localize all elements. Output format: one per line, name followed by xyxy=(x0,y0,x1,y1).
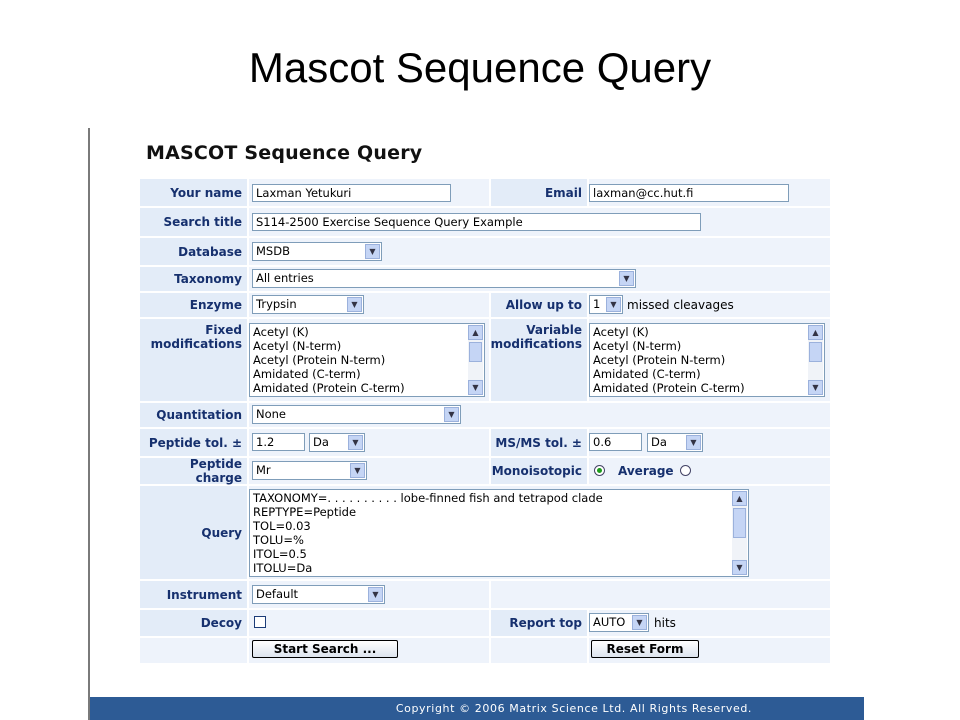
report-top-cell xyxy=(589,610,830,636)
variable-modifications-list[interactable] xyxy=(589,323,825,397)
database-select[interactable] xyxy=(252,242,382,261)
allow-up-to-label: Allow up to xyxy=(491,293,587,317)
peptide-tol-cell xyxy=(249,429,489,456)
query-line: TAXONOMY=. . . . . . . . . . lobe-finned fish and tetrapod clade xyxy=(253,491,603,505)
hits-text: hits xyxy=(654,616,676,630)
fixed-modifications-label xyxy=(140,319,247,401)
report-top-label: Report top xyxy=(491,610,587,636)
database-cell xyxy=(249,238,830,265)
your-name-input[interactable]: Laxman Yetukuri xyxy=(252,184,451,202)
scroll-thumb[interactable] xyxy=(809,342,822,362)
chevron-down-icon: ▼ xyxy=(365,244,380,259)
email-input[interactable]: laxman@cc.hut.fi xyxy=(589,184,789,202)
chevron-down-icon: ▼ xyxy=(606,297,621,312)
query-line: ITOLU=Da xyxy=(253,561,313,575)
fixed-modifications-cell xyxy=(249,319,489,401)
taxonomy-cell xyxy=(249,267,830,291)
chevron-down-icon: ▼ xyxy=(632,615,647,630)
chevron-up-icon[interactable]: ▲ xyxy=(808,325,823,340)
database-selected-value: MSDB xyxy=(256,244,290,258)
allow-up-to-cell xyxy=(589,293,830,317)
quantitation-cell xyxy=(249,403,830,427)
variable-mods-label-line1: Variable xyxy=(526,323,582,337)
variable-modifications-label xyxy=(491,319,587,401)
list-item[interactable]: Acetyl (Protein N-term) xyxy=(253,353,386,367)
chevron-down-icon: ▼ xyxy=(619,271,634,286)
button-row-spacer xyxy=(140,638,247,663)
list-item[interactable]: Amidated (Protein C-term) xyxy=(593,381,745,395)
instrument-select[interactable] xyxy=(252,585,385,604)
missed-cleavages-select[interactable] xyxy=(589,295,623,314)
query-line: REPTYPE=Peptide xyxy=(253,505,357,519)
query-line: TOLU=% xyxy=(253,533,304,547)
report-top-value: AUTO xyxy=(593,615,626,629)
quantitation-selected-value: None xyxy=(256,407,287,421)
peptide-tol-input[interactable]: 1.2 xyxy=(252,433,305,451)
fixed-mods-label-line2: modifications xyxy=(150,337,242,351)
variable-mods-scrollbar[interactable] xyxy=(808,325,823,395)
chevron-down-icon[interactable]: ▼ xyxy=(732,560,747,575)
decoy-cell xyxy=(249,610,489,636)
instrument-selected-value: Default xyxy=(256,587,299,601)
list-item[interactable]: Acetyl (N-term) xyxy=(593,339,682,353)
monoisotopic-label: Monoisotopic xyxy=(491,458,587,484)
sequence-query-form xyxy=(140,179,830,663)
chevron-down-icon: ▼ xyxy=(350,463,365,478)
reset-form-button[interactable]: Reset Form xyxy=(591,640,699,658)
your-name-label: Your name xyxy=(140,179,247,206)
enzyme-label: Enzyme xyxy=(140,293,247,317)
email-label: Email xyxy=(491,179,587,206)
enzyme-select[interactable] xyxy=(252,295,364,314)
taxonomy-selected-value: All entries xyxy=(256,271,314,285)
list-item[interactable]: Acetyl (N-term) xyxy=(253,339,342,353)
msms-tol-input[interactable]: 0.6 xyxy=(589,433,642,451)
msms-tol-unit-value: Da xyxy=(651,435,667,449)
slide-divider-line xyxy=(88,128,90,720)
chevron-up-icon[interactable]: ▲ xyxy=(732,491,747,506)
search-title-input[interactable]: S114-2500 Exercise Sequence Query Example xyxy=(252,213,701,231)
query-label: Query xyxy=(140,486,247,579)
report-top-select[interactable] xyxy=(589,613,649,632)
variable-modifications-cell xyxy=(589,319,830,401)
missed-cleavages-value: 1 xyxy=(593,297,601,311)
msms-tol-cell xyxy=(589,429,830,456)
peptide-charge-label: Peptide charge xyxy=(140,458,247,484)
chevron-down-icon[interactable]: ▼ xyxy=(808,380,823,395)
chevron-down-icon: ▼ xyxy=(368,587,383,602)
database-label: Database xyxy=(140,238,247,265)
chevron-down-icon[interactable]: ▼ xyxy=(468,380,483,395)
list-item[interactable]: Amidated (C-term) xyxy=(253,367,361,381)
form-heading: MASCOT Sequence Query xyxy=(146,142,423,164)
list-item[interactable]: Acetyl (K) xyxy=(593,325,649,339)
instrument-label: Instrument xyxy=(140,581,247,608)
peptide-charge-cell xyxy=(249,458,489,484)
average-label: Average xyxy=(618,464,674,478)
quantitation-label: Quantitation xyxy=(140,403,247,427)
copyright-text: Copyright © 2006 Matrix Science Ltd. All Rights Reserved. xyxy=(395,702,752,715)
start-search-button[interactable]: Start Search ... xyxy=(252,640,398,658)
chevron-up-icon[interactable]: ▲ xyxy=(468,325,483,340)
msms-tol-unit-select[interactable] xyxy=(647,433,703,452)
footer-bar xyxy=(90,697,864,720)
email-cell xyxy=(589,179,830,206)
decoy-label: Decoy xyxy=(140,610,247,636)
peptide-charge-select[interactable] xyxy=(252,461,367,480)
chevron-down-icon: ▼ xyxy=(444,407,459,422)
query-line: TOL=0.03 xyxy=(253,519,311,533)
search-title-cell xyxy=(249,208,830,236)
peptide-tol-label: Peptide tol. ± xyxy=(140,429,247,456)
enzyme-selected-value: Trypsin xyxy=(256,297,297,311)
mass-type-cell xyxy=(589,458,830,484)
query-cell xyxy=(249,486,830,579)
scroll-thumb[interactable] xyxy=(733,508,746,538)
taxonomy-select[interactable] xyxy=(252,269,636,288)
msms-tol-label: MS/MS tol. ± xyxy=(491,429,587,456)
fixed-modifications-list[interactable] xyxy=(249,323,485,397)
slide-title: Mascot Sequence Query xyxy=(248,44,712,91)
taxonomy-label: Taxonomy xyxy=(140,267,247,291)
empty-cell xyxy=(491,581,830,608)
reset-form-cell xyxy=(589,638,830,663)
missed-cleavages-text: missed cleavages xyxy=(627,298,734,312)
query-line: ITOL=0.5 xyxy=(253,547,307,561)
list-item[interactable]: Amidated (C-term) xyxy=(593,367,701,381)
list-item[interactable]: Acetyl (Protein N-term) xyxy=(593,353,726,367)
peptide-tol-unit-select[interactable] xyxy=(309,433,365,452)
query-textarea[interactable] xyxy=(249,489,749,577)
decoy-checkbox[interactable] xyxy=(254,616,266,628)
scroll-thumb[interactable] xyxy=(469,342,482,362)
peptide-charge-selected-value: Mr xyxy=(256,463,271,477)
fixed-mods-scrollbar[interactable] xyxy=(468,325,483,395)
list-item[interactable]: Acetyl (K) xyxy=(253,325,309,339)
monoisotopic-radio[interactable] xyxy=(594,465,605,476)
button-row-spacer xyxy=(491,638,587,663)
enzyme-cell xyxy=(249,293,489,317)
instrument-cell xyxy=(249,581,489,608)
variable-mods-label-line2: modifications xyxy=(490,337,582,351)
your-name-cell xyxy=(249,179,489,206)
start-search-cell xyxy=(249,638,489,663)
peptide-tol-unit-value: Da xyxy=(313,435,329,449)
average-radio[interactable] xyxy=(680,465,691,476)
query-scrollbar[interactable] xyxy=(732,491,747,575)
quantitation-select[interactable] xyxy=(252,405,461,424)
search-title-label: Search title xyxy=(140,208,247,236)
chevron-down-icon: ▼ xyxy=(347,297,362,312)
chevron-down-icon: ▼ xyxy=(348,435,363,450)
fixed-mods-label-line1: Fixed xyxy=(205,323,242,337)
chevron-down-icon: ▼ xyxy=(686,435,701,450)
list-item[interactable]: Amidated (Protein C-term) xyxy=(253,381,405,395)
